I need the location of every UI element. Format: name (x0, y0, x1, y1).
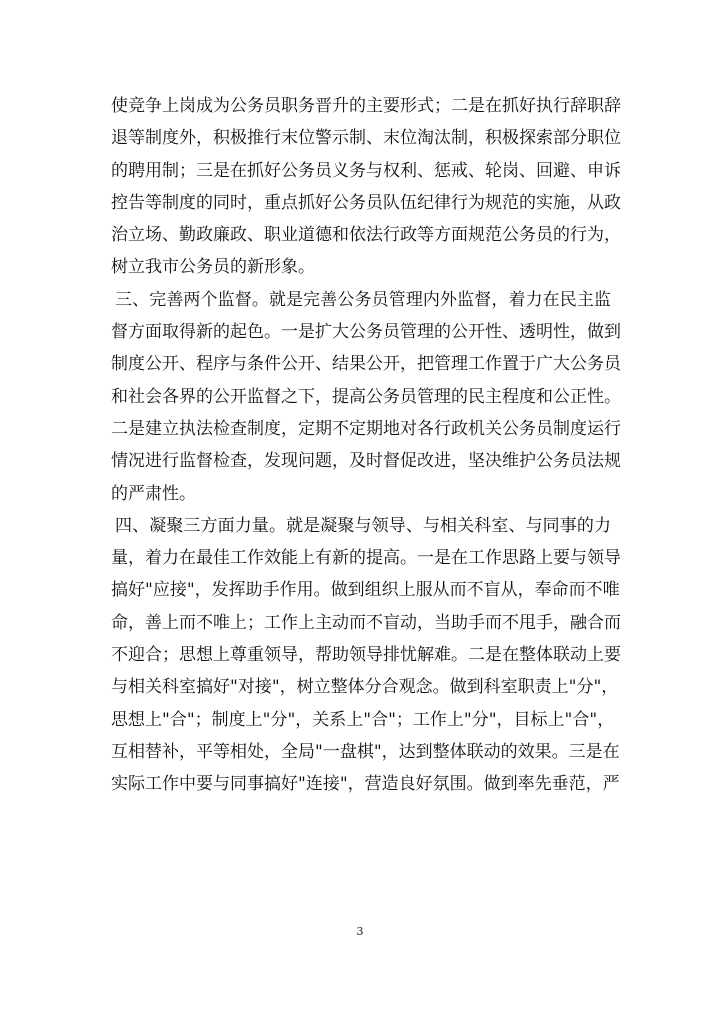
text-line: 命，善上而不唯上；工作上主动而不盲动，当助手而不甩手，融合而 (111, 612, 621, 633)
text-line: 搞好"应接"，发挥助手作用。做到组织上服从而不盲从，奉命而不唯 (111, 580, 620, 601)
section-heading-line: 四、凝聚三方面力量。就是凝聚与领导、与相关科室、与同事的力 (115, 515, 611, 536)
text-line: 使竞争上岗成为公务员职务晋升的主要形式；二是在抓好执行辞职辞 (111, 96, 621, 116)
text-line: 实际工作中要与同事搞好"连接"，营造良好氛围。做到率先垂范，严 (111, 774, 620, 795)
text-line: 的聘用制；三是在抓好公务员义务与权利、惩戒、轮岗、回避、申诉 (111, 160, 621, 181)
text-line: 治立场、勤政廉政、职业道德和依法行政等方面规范公务员的行为， (111, 225, 621, 246)
text-line: 树立我市公务员的新形象。 (111, 257, 315, 278)
text-line: 二是建立执法检查制度，定期不定期地对各行政机关公务员制度运行 (111, 418, 621, 439)
text-line: 制度公开、程序与条件公开、结果公开，把管理工作置于广大公务员 (111, 354, 621, 375)
text-line: 情况进行监督检查，发现问题，及时督促改进，坚决维护公务员法规 (111, 451, 621, 472)
text-line: 和社会各界的公开监督之下，提高公务员管理的民主程度和公正性。 (111, 386, 621, 407)
text-line: 督方面取得新的起色。一是扩大公务员管理的公开性、透明性，做到 (111, 322, 621, 343)
text-line: 与相关科室搞好"对接"，树立整体分合观念。做到科室职责上"分"， (111, 677, 619, 698)
page-number: 3 (356, 925, 364, 938)
text-line: 的严肃性。 (111, 483, 196, 504)
text-line: 不迎合；思想上尊重领导，帮助领导排忧解难。二是在整体联动上要 (111, 645, 621, 666)
body-text (111, 90, 621, 801)
text-line: 量，着力在最佳工作效能上有新的提高。一是在工作思路上要与领导 (111, 548, 621, 569)
text-line: 退等制度外，积极推行末位警示制、末位淘汰制，积极探索部分职位 (111, 128, 621, 149)
text-line: 互相替补，平等相处，全局"一盘棋"，达到整体联动的效果。三是在 (111, 741, 620, 762)
text-line: 思想上"合"；制度上"分"，关系上"合"；工作上"分"，目标上"合"， (111, 709, 615, 730)
text-line: 控告等制度的同时，重点抓好公务员队伍纪律行为规范的实施，从政 (111, 192, 621, 213)
section-heading-line: 三、完善两个监督。就是完善公务员管理内外监督，着力在民主监 (115, 289, 611, 310)
